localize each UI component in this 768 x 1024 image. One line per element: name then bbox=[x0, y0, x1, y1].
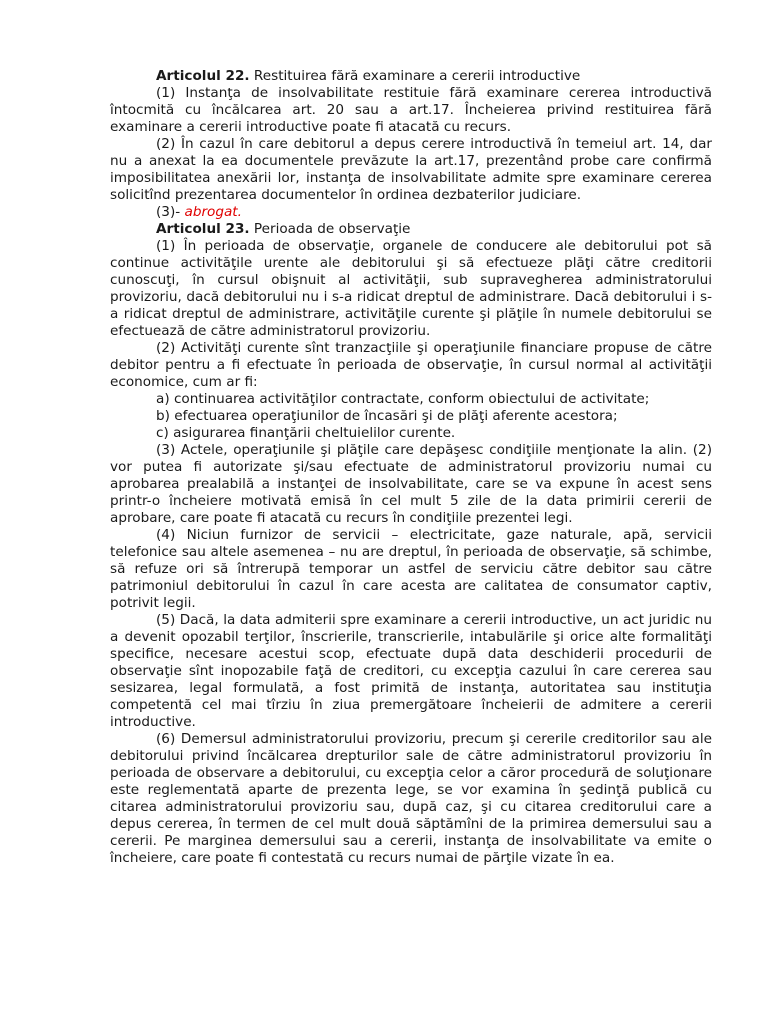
article-22-paragraph-3-prefix: (3)- bbox=[156, 204, 185, 220]
article-22-title: Restituirea fără examinare a cererii introductive bbox=[249, 68, 581, 84]
article-22-heading bbox=[110, 68, 712, 85]
article-23-title: Perioada de observaţie bbox=[249, 221, 411, 237]
article-23-paragraph-5: (5) Dacă, la data admiterii spre examinare a cererii introductive, un act juridic nu a devenit opozabil terţilor, înscrierile, transcrierile, intabulările şi orice alte formalităţi specifice, necesare acestui scop, efectuate după data deschiderii procedurii de observaţie sînt inopozabile faţă de creditori, cu excepţia cazului în care cererea sau sesizarea, legal formulată, a fost primită de instanţa, autoritatea sau instituţia competentă cel mai tîrziu în ziua premergătoare încheierii de admitere a cererii introductive. bbox=[110, 612, 712, 730]
article-23-paragraph-6: (6) Demersul administratorului provizoriu, precum şi cererile creditorilor sau ale debitorului privind încălcarea drepturilor sale de către administratorul provizoriu în perioada de observare a debitorului, cu excepţia celor a căror procedură de soluţionare este reglementată aparte de prezenta lege, se vor examina în şedinţă publică cu citarea administratorului provizoriu sau, după caz, şi cu citarea creditorului care a depus cererea, în termen de cel mult două săptămîni de la primirea demersului sau a cererii. Pe marginea demersului sau a cererii, instanţa de insolvabilitate va emite o încheiere, care poate fi contestată cu recurs numai de părţile vizate în ea. bbox=[110, 731, 712, 866]
article-22-paragraph-1: (1) Instanţa de insolvabilitate restituie fără examinare cererea introductivă întocmită cu încălcarea art. 20 sau a art.17. Încheierea privind restituirea fără examinare a cererii introductive poate fi atacată cu recurs. bbox=[110, 85, 712, 135]
article-22-paragraph-2: (2) În cazul în care debitorul a depus cerere introductivă în temeiul art. 14, dar nu a anexat la ea documentele prevăzute la art.17, prezentând probe care confirmă imposibilitatea anexării lor, instanţa de insolvabilitate admite spre examinare cererea solicitînd prezentarea documentelor în ordinea dezbaterilor judiciare. bbox=[110, 136, 712, 203]
article-23-item-a: a) continuarea activităţilor contractate, conform obiectului de activitate; bbox=[156, 391, 650, 407]
article-23-heading bbox=[110, 221, 712, 238]
article-23-label: Articolul 23. bbox=[156, 221, 250, 237]
article-23-paragraph-3: (3) Actele, operaţiunile şi plăţile care depăşesc condiţiile menţionate la alin. (2) vor putea fi autorizate şi/sau efectuate de administratorul provizoriu numai cu aprobarea prealabilă a instanţei de insolvabilitate, care se va expune în acest sens printr-o încheiere motivată emisă în cel mult 5 zile de la data primirii cererii de aprobare, care poate fi atacată cu recurs în condiţiile prezentei legi. bbox=[110, 442, 712, 526]
document-page bbox=[110, 68, 712, 867]
article-23-paragraph-2: (2) Activităţi curente sînt tranzacţiile şi operaţiunile financiare propuse de către debitor pentru a fi efectuate în perioada de observaţie, în cursul normal al activităţii economice, cum ar fi: bbox=[110, 340, 712, 390]
article-22-label: Articolul 22. bbox=[156, 68, 250, 84]
article-23-item-c: c) asigurarea finanţării cheltuielilor curente. bbox=[156, 425, 456, 441]
article-22-paragraph-3 bbox=[110, 204, 712, 221]
article-23-item-b: b) efectuarea operaţiunilor de încasări şi de plăţi aferente acestora; bbox=[156, 408, 618, 424]
article-23-paragraph-4: (4) Niciun furnizor de servicii – electricitate, gaze naturale, apă, servicii telefonice sau altele asemenea – nu are dreptul, în perioada de observaţie, să schimbe, să refuze ori să întrerupă temporar un astfel de serviciu către debitor sau către patrimoniul debitorului în cazul în care acesta are calitatea de consumator captiv, potrivit legii. bbox=[110, 527, 712, 611]
abrogat-note: abrogat. bbox=[184, 204, 242, 220]
article-23-paragraph-1: (1) În perioada de observaţie, organele de conducere ale debitorului pot să continue activităţile urente ale debitorului şi să efectueze plăţi către creditorii cunoscuţi, în cursul obişnuit al activităţii, sub supravegherea administratorului provizoriu, dacă debitorului nu i s-a ridicat dreptul de administrare. Dacă debitorului i s-a ridicat dreptul de administrare, activităţile curente şi plăţile în numele debitorului se efectuează de către administratorul provizoriu. bbox=[110, 238, 712, 339]
